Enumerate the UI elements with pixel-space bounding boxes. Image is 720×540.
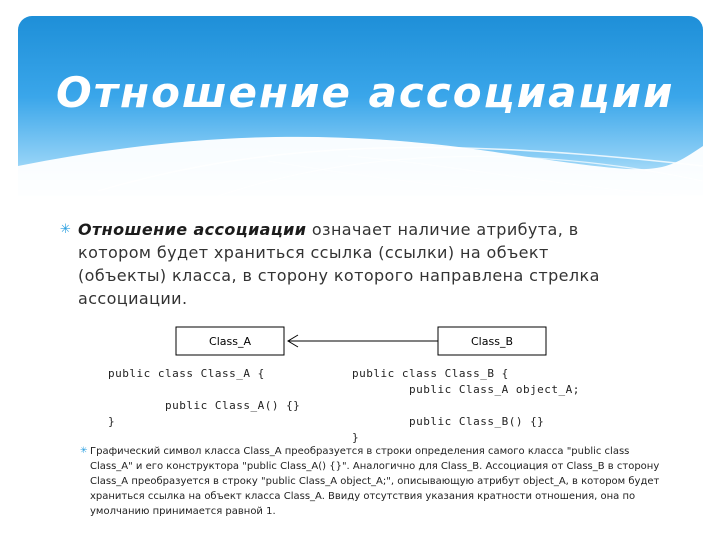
association-diagram <box>100 320 560 360</box>
main-bullet-rest: означает наличие атрибута, в котором будет храниться ссылка (ссылки) на объект (объекты) класса, в сторону которого направлена стрелка ассоциации. <box>78 220 600 308</box>
secondary-bullet <box>80 444 660 519</box>
bullet-star-icon: ✳ <box>60 222 72 237</box>
slide-title: Отношение ассоциации <box>56 68 675 117</box>
main-bullet-text <box>78 218 620 310</box>
code-class-a: public class Class_A { public Class_A() {} } <box>108 367 301 428</box>
class-b-label: Class_B <box>471 335 513 348</box>
class-a-label: Class_A <box>209 335 251 348</box>
bullet-star-icon: ✳ <box>80 446 88 456</box>
code-class-b: public class Class_B { public Class_A object_A; public Class_B() {} } <box>352 367 580 444</box>
main-bullet <box>60 218 620 310</box>
title-banner <box>18 16 703 196</box>
main-bullet-bold: Отношение ассоциации <box>78 220 307 239</box>
secondary-bullet-text: Графический символ класса Class_A преобразуется в строки определения самого класса "public class Class_A" и его конструктора "public Class_A() {}". Аналогично для Class_B. Ассоциация от Class_B в сторону Class_A преобразуется в строку "public Class_A object_A;", описывающую атрибут object_A, в котором будет храниться ссылка на объект класса Class_A. Ввиду отсутствия указания кратности отношения, она по умолчанию принимается равной 1. <box>90 446 660 517</box>
